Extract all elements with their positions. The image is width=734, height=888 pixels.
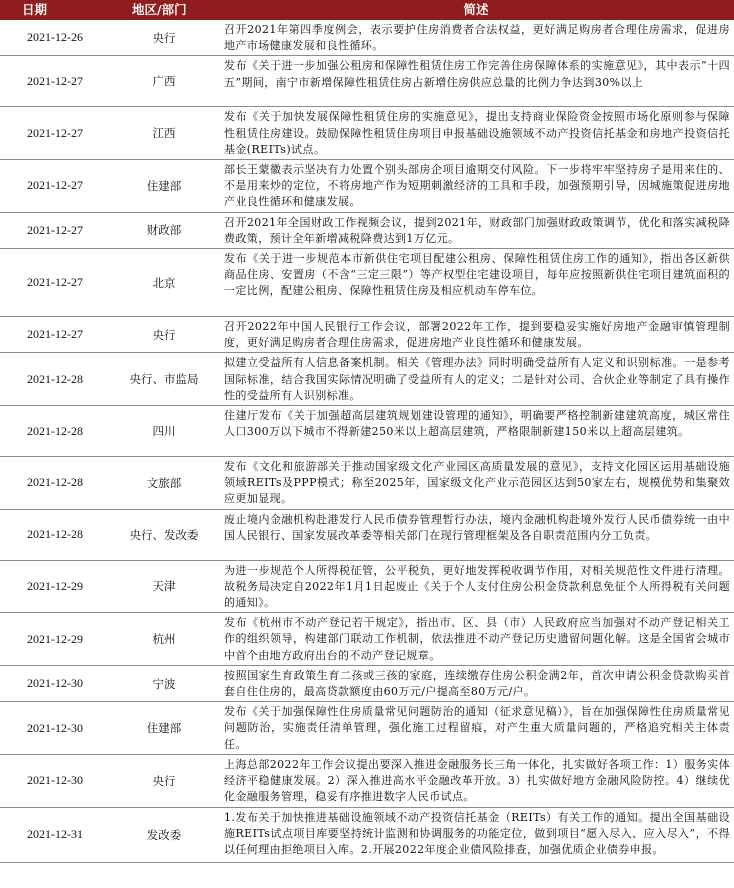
header-date: 日期	[0, 0, 110, 20]
row-date: 2021-12-27	[0, 249, 110, 317]
row-region: 四川	[110, 406, 218, 457]
row-date: 2021-12-28	[0, 406, 110, 457]
table-row	[0, 665, 734, 701]
row-region: 住建部	[110, 160, 218, 213]
table-row	[0, 107, 734, 160]
table-body	[0, 20, 734, 862]
row-date: 2021-12-26	[0, 20, 110, 56]
table-row	[0, 702, 734, 755]
table-row	[0, 212, 734, 248]
row-description: 发布《杭州市不动产登记若干规定》，指出市、区、县（市）人民政府应当加强对不动产登记相关工作的组织领导，构建部门联动工作机制，依法推进不动产登记历史遗留问题化解。这是全国省会城市中首个由地方政府出台的不动产登记规章。	[218, 613, 734, 666]
row-date: 2021-12-29	[0, 613, 110, 666]
table-row	[0, 160, 734, 213]
row-date: 2021-12-27	[0, 212, 110, 248]
table-row	[0, 457, 734, 510]
table-row	[0, 754, 734, 807]
row-region: 北京	[110, 249, 218, 317]
table-row	[0, 249, 734, 317]
row-region: 央行	[110, 20, 218, 56]
row-description: 发布《关于进一步规范本市新供住宅项目配建公租房、保障性租赁住房工作的通知》，指出各区新供商品住房、安置房（不含“三定三限”）等产权型住宅建设项目，每年应按照新供住宅项目建筑面积的一定比例，配建公租房、保障性租赁住房及相应机动车停车位。	[218, 249, 734, 317]
table-row	[0, 353, 734, 406]
row-description: 发布《关于进一步加强公租房和保障性租赁住房工作完善住房保障体系的实施意见》，其中表示“十四五”期间，南宁市新增保障性租赁住房占新增住房供应总量的比例力争达到30%以上	[218, 56, 734, 107]
row-description: 召开2021年全国财政工作视频会议，提到2021年，财政部门加强财政政策调节，优化和落实减税降费政策，预计全年新增减税降费达到1万亿元。	[218, 212, 734, 248]
table-row	[0, 509, 734, 560]
row-date: 2021-12-28	[0, 509, 110, 560]
row-description: 按照国家生育政策生育二孩或三孩的家庭，连续缴存住房公积金满2年，首次申请公积金贷款购买首套自住住房的，最高贷款额度由60万元/户提高至80万元/户。	[218, 665, 734, 701]
row-date: 2021-12-29	[0, 560, 110, 613]
header-description: 简述	[218, 0, 734, 20]
row-region: 文旅部	[110, 457, 218, 510]
row-date: 2021-12-30	[0, 754, 110, 807]
row-date: 2021-12-28	[0, 353, 110, 406]
row-date: 2021-12-31	[0, 807, 110, 862]
table-header	[0, 0, 734, 20]
row-date: 2021-12-27	[0, 56, 110, 107]
row-date: 2021-12-27	[0, 107, 110, 160]
row-region: 发改委	[110, 807, 218, 862]
row-region: 广西	[110, 56, 218, 107]
row-description: 住建厅发布《关于加强超高层建筑规划建设管理的通知》，明确要严格控制新建建筑高度，城区常住人口300万以下城市不得新建250米以上超高层建筑，严格限制新建150米以上超高层建筑。	[218, 406, 734, 457]
table-row	[0, 317, 734, 353]
row-description: 上海总部2022年工作会议提出要深入推进金融服务长三角一体化，扎实做好各项工作：1）服务实体经济平稳健康发展。2）深入推进高水平金融改革开放。3）扎实做好地方金融风险防控。4）继续优化金融服务管理，稳妥有序推进数字人民币试点。	[218, 754, 734, 807]
row-description: 1.发布关于加快推进基础设施领域不动产投资信托基金（REITs）有关工作的通知。提出全国基础设施REITs试点项目库要坚持统计监测和协调服务的功能定位，做到项目“愿入尽入、应入尽入”，不得以任何理由拒绝项目入库。2.开展2022年度企业债风险排查，加强优质企业债券申报。	[218, 807, 734, 862]
row-description: 拟建立受益所有人信息备案机制。相关《管理办法》同时明确受益所有人定义和识别标准。一是参考国际标准，结合我国实际情况明确了受益所有人的定义；二是针对公司、合伙企业等制定了具有操作性的受益所有人识别标准。	[218, 353, 734, 406]
row-region: 央行	[110, 317, 218, 353]
row-description: 召开2022年中国人民银行工作会议，部署2022年工作，提到要稳妥实施好房地产金融审慎管理制度，更好满足购房者合理住房需求，促进房地产业良性循环和健康发展。	[218, 317, 734, 353]
row-region: 央行、市监局	[110, 353, 218, 406]
row-region: 杭州	[110, 613, 218, 666]
row-region: 财政部	[110, 212, 218, 248]
table-row	[0, 406, 734, 457]
table-row	[0, 560, 734, 613]
row-region: 央行、发改委	[110, 509, 218, 560]
row-description: 部长王蒙徽表示坚决有力处置个别头部房企项目逾期交付风险。下一步将牢牢坚持房子是用来住的、不是用来炒的定位，不将房地产作为短期刺激经济的工具和手段，加强预期引导，因城施策促进房地产业良性循环和健康发展。	[218, 160, 734, 213]
row-description: 召开2021年第四季度例会，表示要护住房消费者合法权益，更好满足购房者合理住房需求，促进房地产市场健康发展和良性循环。	[218, 20, 734, 56]
row-date: 2021-12-27	[0, 160, 110, 213]
row-description: 发布《关于加强保障性住房质量常见问题防治的通知（征求意见稿）》，旨在加强保障性住房质量常见问题防治，实施责任清单管理，强化施工过程留痕，对产生重大质量问题的，严格追究相关主体责任。	[218, 702, 734, 755]
row-region: 江西	[110, 107, 218, 160]
row-region: 宁波	[110, 665, 218, 701]
row-description: 为进一步规范个人所得税征管，公平税负，更好地发挥税收调节作用，对相关规范性文件进行清理。故税务局决定自2022年1月1日起废止《关于个人支付住房公积金贷款利息免征个人所得税有关问题的通知》。	[218, 560, 734, 613]
table-row	[0, 613, 734, 666]
header-region: 地区/部门	[110, 0, 218, 20]
table-row	[0, 56, 734, 107]
row-description: 发布《文化和旅游部关于推动国家级文化产业园区高质量发展的意见》，支持文化园区运用基础设施领域REITs及PPP模式；称至2025年，国家级文化产业示范园区达到50家左右，规模优势和集聚效应更加显现。	[218, 457, 734, 510]
row-region: 住建部	[110, 702, 218, 755]
row-date: 2021-12-28	[0, 457, 110, 510]
table-row	[0, 20, 734, 56]
row-description: 废止境内金融机构赴港发行人民币债券管理暂行办法，境内金融机构赴境外发行人民币债券统一由中国人民银行、国家发展改革委等相关部门在现行管理框架及各自职责范围内分工负责。	[218, 509, 734, 560]
row-date: 2021-12-27	[0, 317, 110, 353]
row-region: 央行	[110, 754, 218, 807]
table-row	[0, 807, 734, 862]
row-region: 天津	[110, 560, 218, 613]
row-date: 2021-12-30	[0, 702, 110, 755]
row-date: 2021-12-30	[0, 665, 110, 701]
row-description: 发布《关于加快发展保障性租赁住房的实施意见》，提出支持商业保险资金按照市场化原则参与保障性租赁住房建设。鼓励保障性租赁住房项目申报基础设施领域不动产投资信托基金和房地产投资信托基金(REITs)试点。	[218, 107, 734, 160]
